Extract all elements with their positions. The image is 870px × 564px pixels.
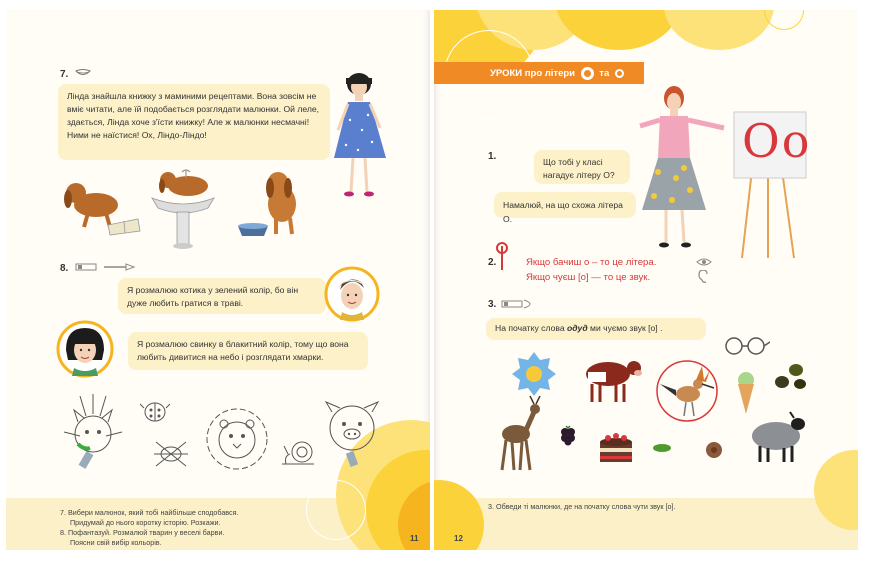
decor-circle: [664, 10, 774, 50]
cake-picture[interactable]: [596, 426, 636, 466]
big-o-letter-icon: [581, 67, 594, 80]
cow-picture[interactable]: [578, 352, 644, 404]
page-number: 11: [410, 534, 419, 543]
sentence-start: На початку слова: [495, 323, 567, 333]
blackberry-picture[interactable]: [558, 422, 578, 446]
nut-picture[interactable]: [704, 440, 724, 460]
small-o-letter-icon: [615, 69, 624, 78]
ear-icon: [698, 270, 710, 284]
girl-illustration: [328, 70, 390, 200]
hoopoe-picture[interactable]: [654, 358, 720, 424]
rule-sound-line: Якщо чуєш [о] — то це звук.: [526, 272, 651, 283]
sheep-picture[interactable]: [746, 406, 810, 466]
exercise-8-number: 8.: [60, 263, 69, 274]
girl-avatar: [56, 320, 114, 378]
page-right: [434, 10, 858, 550]
lion-outline-picture[interactable]: [202, 406, 272, 472]
footer-line-3: 8. Пофантазуй. Розмалюй тварин у веселі барви.: [60, 528, 225, 537]
eye-icon: [696, 257, 712, 267]
page-left: [6, 10, 430, 550]
lips-icon: [74, 68, 92, 78]
dog-with-book-picture[interactable]: [58, 175, 146, 237]
cat-outline-picture[interactable]: [60, 390, 126, 472]
footer-line-2: Придумай до нього коротку історію. Розкажи.: [70, 518, 221, 527]
pig-outline-picture[interactable]: [318, 396, 386, 468]
roe-deer-picture[interactable]: [488, 394, 544, 474]
exercise-7-number: 7.: [60, 69, 69, 80]
exercise-2-number: 2.: [488, 257, 497, 268]
page-number: 12: [454, 534, 463, 543]
decor-circle: [306, 480, 366, 540]
decor-circle: [764, 10, 804, 30]
exercise-7-text: Лінда знайшла книжку з маминими рецептами. Вона зовсім не вміє читати, але їй подобається розглядати малюнки. Ой леле, здається, Лінда хоче з'їсти книжку! Але ж малюнки несмачні! Ними не наїстися! Ох, Ліндо-Ліндо!: [58, 84, 330, 160]
footer-line-4: Поясни свій вибір кольорів.: [70, 538, 162, 547]
lesson-title-bar: [434, 62, 644, 84]
speech-bubble-girl: Я розмалюю свинку в блакитний колір, тому що вона любить дивитися на небо і розглядати хмарки.: [128, 332, 368, 370]
teacher-with-board-illustration: [634, 80, 814, 260]
decor-circle: [554, 10, 684, 50]
dog-in-sink-picture[interactable]: [146, 162, 220, 250]
book-spread: [6, 10, 858, 550]
snail-outline-picture[interactable]: [280, 434, 320, 468]
speech-bubble-question: Що тобі у класі нагадує літеру О?: [534, 150, 630, 184]
ladybug-outline-picture[interactable]: [140, 396, 170, 424]
dandelion-picture[interactable]: [510, 350, 558, 396]
sentence-word: одуд: [567, 323, 588, 333]
exercise-3-sentence: [486, 318, 706, 340]
olives-picture[interactable]: [770, 358, 810, 394]
footer-line-1: 3. Обведи ті малюнки, де на початку слова чути звук [о].: [488, 502, 676, 511]
pencil-icon: [500, 298, 538, 310]
lesson-title-prefix: УРОКИ про літери: [490, 68, 576, 80]
exercise-3-number: 3.: [488, 299, 497, 310]
exercise-1-number: 1.: [488, 151, 497, 162]
boy-avatar: [324, 266, 380, 322]
lesson-title-middle: та: [599, 68, 610, 80]
beetle-outline-picture[interactable]: [150, 434, 192, 472]
footer-line-1: 7. Вибери малюнок, який тобі найбільше сподобався.: [60, 508, 239, 517]
cucumber-picture[interactable]: [652, 442, 672, 454]
dog-with-bowl-picture[interactable]: [234, 168, 310, 246]
speech-bubble-task: Намалюй, на що схожа літера О.: [494, 192, 636, 218]
rule-letter-line: Якщо бачиш о – то це літера.: [526, 257, 657, 268]
pencil-and-brush-icon: [74, 261, 136, 273]
speech-bubble-boy: Я розмалюю котика у зелений колір, бо він дуже любить гратися в траві.: [118, 278, 326, 314]
glasses-picture[interactable]: [722, 332, 770, 358]
sentence-end: ми чуємо звук [о] .: [587, 323, 663, 333]
board-letters: Оо: [742, 114, 812, 168]
exclamation-rule-icon: [496, 240, 508, 272]
